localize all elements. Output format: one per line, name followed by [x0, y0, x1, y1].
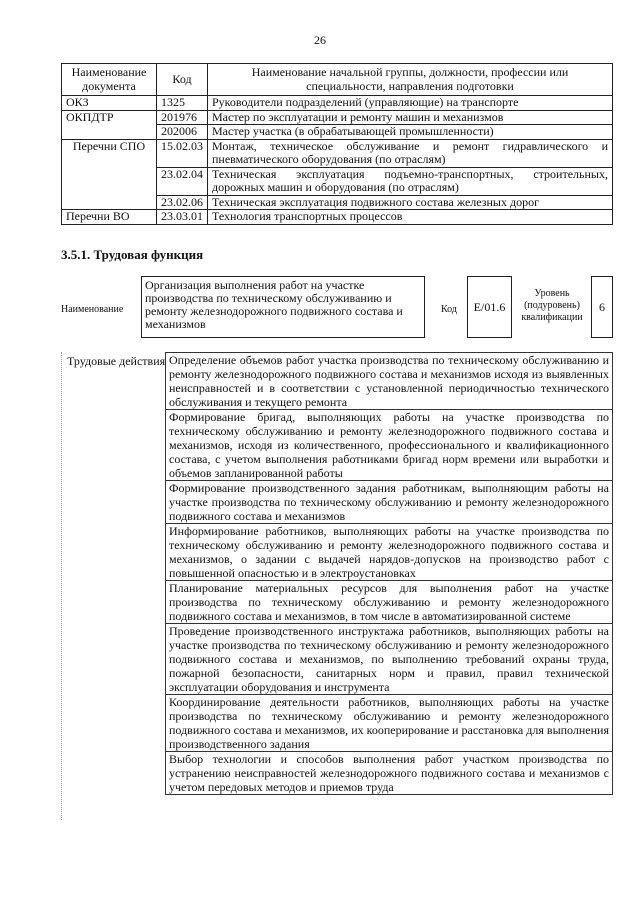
cell-document: Перечни ВО — [62, 210, 157, 225]
cell-code: 202006 — [157, 125, 208, 140]
cell-name: Мастер по эксплуатации и ремонту машин и механизмов — [208, 110, 613, 125]
cell-code: 23.03.01 — [157, 210, 208, 225]
cell-name: Технология транспортных процессов — [208, 210, 613, 225]
header-code: Код — [157, 64, 208, 96]
labor-actions-label: Трудовые действия — [67, 354, 166, 368]
function-name: Организация выполнения работ на участке производства по техническому обслуживанию и ремонту железнодорожного подвижного состава и механизмов — [141, 276, 425, 338]
labor-actions-list — [165, 352, 613, 795]
labor-action-item: Выбор технологии и способов выполнения работ участком производства по устранению неисправностей железнодорожного подвижного состава и механизмов с учетом передовых методов и приемов труда — [165, 752, 613, 795]
cell-name: Техническая эксплуатация подъемно-транспортных, строительных, дорожных машин и оборудования (по отраслям) — [208, 167, 613, 195]
labor-action-item: Проведение производственного инструктажа работников, выполняющих работы на участке производства по техническому обслуживанию и ремонту железнодорожного подвижного состава и механизмов, по выполнению требований охраны труда, пожарной безопасности, санитарных норм и правил, правил технической эксплуатации оборудования и инструмента — [165, 624, 613, 695]
cell-document: ОКПДТР — [62, 110, 157, 139]
cell-code: 201976 — [157, 110, 208, 125]
cell-name: Руководители подразделений (управляющие) на транспорте — [208, 96, 613, 111]
cell-name: Мастер участка (в обрабатывающей промышленности) — [208, 125, 613, 140]
cell-code: 23.02.04 — [157, 167, 208, 195]
table-row — [62, 96, 613, 111]
table-header-row — [62, 64, 613, 96]
cell-name: Монтаж, техническое обслуживание и ремонт гидравлического и пневматического оборудования (по отраслям) — [208, 139, 613, 167]
cell-document: ОКЗ — [62, 96, 157, 111]
qualification-level-label: Уровень (подуровень) квалификации — [521, 288, 583, 323]
header-name: Наименование начальной группы, должности, профессии или специальности, направления подготовки — [208, 64, 613, 96]
cell-document: Перечни СПО — [62, 139, 157, 210]
table-row — [62, 139, 613, 167]
function-code: E/01.6 — [467, 276, 512, 338]
labor-action-item: Формирование бригад, выполняющих работы на участке производства по техническому обслуживанию и ремонту железнодорожного подвижного состава и механизмов, исходя из количественного, профессионального и квалификационного состава, с учетом выполнения работниками бригад норм времени или выработки и объемов запланированной работы — [165, 410, 613, 481]
page-number: 26 — [314, 33, 326, 47]
labor-action-item: Определение объемов работ участка производства по техническому обслуживанию и ремонту железнодорожного подвижного состава и механизмов исходя из выявленных неисправностей и в соответствии с установленной периодичностью технического обслуживания и текущего ремонта — [165, 352, 613, 410]
cell-name: Техническая эксплуатация подвижного состава железных дорог — [208, 195, 613, 210]
labor-action-item: Планирование материальных ресурсов для выполнения работ на участке производства по техническому обслуживанию и ремонту железнодорожного подвижного состава и механизмов, в том числе в автоматизированной системе — [165, 581, 613, 624]
table-row — [62, 110, 613, 125]
labor-action-item: Информирование работников, выполняющих работы на участке производства по техническому обслуживанию и ремонту железнодорожного подвижного состава и механизмов, о задании с выдачей нарядов-допусков на производство работ с повышенной опасностью и в электроустановках — [165, 524, 613, 581]
cell-code: 1325 — [157, 96, 208, 111]
cell-code: 15.02.03 — [157, 139, 208, 167]
section-heading: 3.5.1. Трудовая функция — [61, 247, 204, 262]
qualification-level: 6 — [591, 276, 613, 338]
header-document: Наименование документа — [62, 64, 157, 96]
divider — [61, 352, 62, 820]
function-code-label: Код — [441, 304, 457, 315]
table-row — [62, 210, 613, 225]
labor-action-item: Координирование деятельности работников, выполняющих работы на участке производства по техническому обслуживанию и ремонту железнодорожного подвижного состава и механизмов, их кооперирование и расстановка для выполнения производственного задания — [165, 695, 613, 752]
labor-action-item: Формирование производственного задания работникам, выполняющим работы на участке производства по техническому обслуживанию и ремонту железнодорожного подвижного состава и механизмов — [165, 481, 613, 524]
reference-table — [61, 63, 613, 225]
cell-code: 23.02.06 — [157, 195, 208, 210]
function-name-label: Наименование — [61, 304, 124, 315]
